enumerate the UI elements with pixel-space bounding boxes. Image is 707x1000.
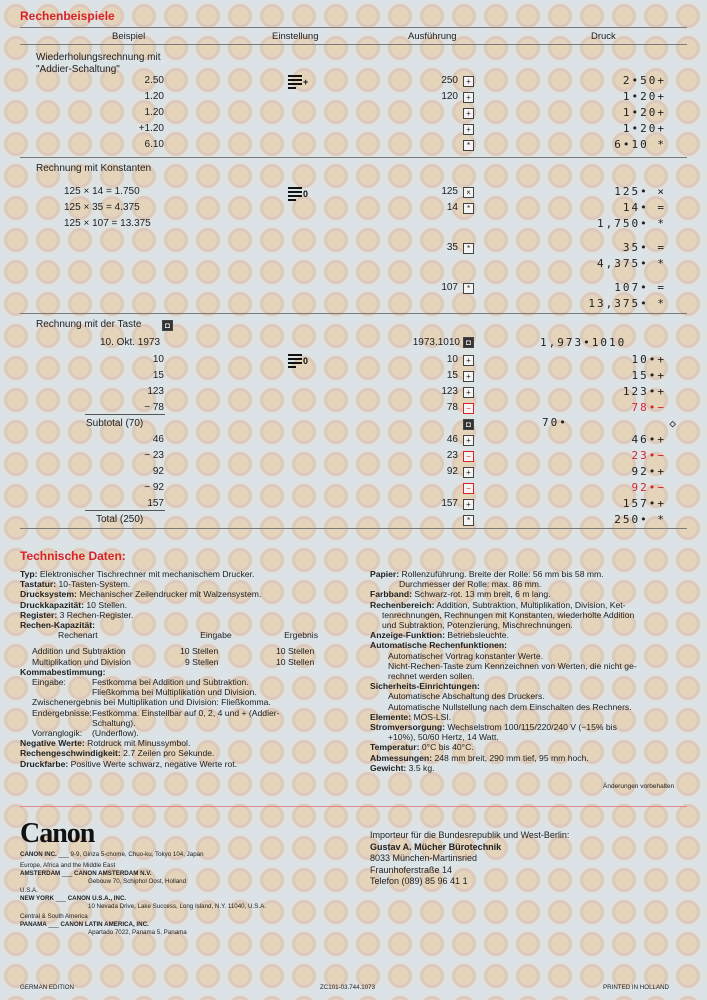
cap-head-rechenart: Rechenart	[58, 630, 98, 641]
col-header-einstellung: Einstellung	[272, 31, 319, 42]
cap-eingabe: 9 Stellen	[185, 656, 219, 667]
entry-value: 23	[446, 450, 458, 461]
example-value: 1.20	[144, 91, 164, 102]
tech-right-column	[370, 569, 688, 773]
entry-value: 78	[446, 402, 458, 413]
gew-label: Gewicht:	[370, 762, 407, 773]
print-value: 1•20+	[622, 90, 666, 103]
tech-text: 10 Stellen.	[84, 599, 127, 610]
company-label: CANON U.S.A., INC.	[67, 895, 127, 902]
sicher-text: Automatische Nullstellung nach dem Einschalten des Rechners.	[388, 701, 632, 712]
bereich-text: tenrechnungen, Rechnungen mit Konstanten, wiederholte Addition	[382, 609, 635, 620]
print-value: 10•+	[631, 353, 666, 366]
entry-value: 35	[446, 242, 458, 253]
inc-label: CANON INC.	[20, 851, 57, 858]
selector-setting: 0	[303, 356, 309, 366]
office-address: 10 Nevada Drive, Lake Success, Long Island, N.Y. 11040, U.S.A.	[88, 903, 266, 910]
tech-label: Rechengeschwindigkeit:	[20, 748, 121, 759]
selector-setting: 0	[303, 189, 309, 199]
sicher-text: Automatische Abschaltung des Druckers.	[388, 691, 545, 702]
key-icon: −	[463, 403, 474, 414]
print-value: 15•+	[631, 369, 666, 382]
entry-value: 250	[441, 75, 458, 86]
divider	[20, 44, 687, 45]
eingabe-text: Festkomma bei Addition und Subtraktion.	[92, 677, 249, 688]
key-icon: +	[463, 108, 474, 119]
example-value: 2.50	[144, 75, 164, 86]
tech-label: Druckfarbe:	[20, 758, 69, 769]
key-icon: +	[463, 467, 474, 478]
key-icon: +	[463, 76, 474, 87]
tech-label: Register:	[20, 609, 58, 620]
importer-block	[370, 830, 569, 888]
subtotal-print: 70•	[542, 416, 568, 429]
decimal-selector-icon	[288, 354, 309, 370]
region-label: Europe, Africa and the Middle East	[20, 862, 116, 869]
vorrang-text: (Underflow).	[92, 728, 139, 739]
example2-title: Rechnung mit Konstanten	[36, 163, 152, 174]
cap-eingabe: 10 Stellen	[180, 646, 219, 657]
temp-text: 0°C bis 40°C.	[419, 742, 474, 753]
auto-text: Automatischer Vortrag konstanter Werte.	[388, 650, 544, 661]
print-value: 1•20+	[622, 122, 666, 135]
region-label: U.S.A.	[20, 887, 38, 894]
endergebnis-text: Schaltung).	[92, 717, 136, 728]
entry-value: 15	[446, 370, 458, 381]
abm-label: Abmessungen:	[370, 752, 433, 763]
vorrang-label: Vorranglogik:	[32, 728, 83, 739]
tech-line	[20, 620, 350, 630]
edition-label: GERMAN EDITION	[20, 984, 74, 991]
eingabe-label: Eingabe:	[32, 677, 66, 688]
date-key-icon: ◘	[463, 337, 474, 348]
subtotal-rule	[85, 414, 165, 415]
tech-label: Druckkapazität:	[20, 599, 84, 610]
office-panama: PANAMA ___ CANON LATIN AMERICA, INC.	[20, 921, 149, 928]
print-value: 23•−	[631, 449, 666, 462]
tech-label: Drucksystem:	[20, 589, 77, 600]
section-title-rechenbeispiele: Rechenbeispiele	[20, 9, 115, 23]
gew-text: 3.5 kg.	[406, 762, 435, 773]
selector-setting: +	[303, 77, 309, 87]
canon-inc-address: CANON INC. ___ 9-9, Ginza 5-chome, Chuo-ku, Tokyo 104, Japan	[20, 851, 204, 858]
example-value: 123	[147, 386, 164, 397]
bereich-label: Rechenbereich:	[370, 599, 435, 610]
tech-text: Mechanischer Zeilendrucker mit Walzensystem.	[76, 589, 262, 600]
example-value: Total (250)	[96, 514, 144, 525]
tech-label: Rechen-Kapazität:	[20, 620, 95, 631]
print-value: 1,750• *	[597, 217, 666, 230]
example1-subtitle: "Addier-Schaltung"	[36, 64, 120, 75]
key-icon: +	[463, 387, 474, 398]
example-value: 6.10	[144, 139, 164, 150]
print-value: 250• *	[614, 513, 666, 526]
auto-text: Nicht-Rechen-Taste zum Kennzeichnen von Werten, die nicht ge-	[388, 660, 637, 671]
cap-rechenart: Multiplikation und Division	[32, 656, 131, 667]
cap-ergebnis: 10 Stellen	[276, 646, 315, 657]
capacity-row	[32, 646, 350, 656]
anzeige-text: Betriebsleuchte.	[444, 630, 509, 641]
cap-rechenart: Addition und Subtraktion	[32, 646, 126, 657]
print-value: 157•+	[622, 497, 666, 510]
city-label: AMSTERDAM	[20, 870, 61, 877]
eingabe-text: Fließkomma bei Multiplikation und Division.	[92, 687, 257, 698]
entry-value: 92	[446, 466, 458, 477]
canon-logo: Canon	[20, 818, 95, 849]
date-input: 1973.1010	[412, 337, 460, 348]
print-value: 125• ×	[614, 185, 666, 198]
tech-line	[20, 748, 350, 758]
entry-value: 120	[441, 91, 458, 102]
capacity-row	[32, 657, 350, 667]
section-title-technische-daten: Technische Daten:	[20, 549, 126, 563]
example-value: 46	[152, 434, 164, 445]
tech-line	[20, 610, 350, 620]
print-value: 4,375• *	[597, 257, 666, 270]
endergebnis-label: Endergebnisse:	[32, 707, 92, 718]
cap-head-ergebnis: Ergebnis	[284, 630, 318, 641]
key-icon: +	[463, 355, 474, 366]
entry-value: 123	[441, 386, 458, 397]
entry-value: 46	[446, 434, 458, 445]
decimal-selector-icon	[288, 187, 309, 203]
col-header-druck: Druck	[591, 31, 616, 42]
importer-line: Fraunhoferstraße 14	[370, 864, 453, 875]
company-label: CANON LATIN AMERICA, INC.	[60, 921, 149, 928]
papier-label: Papier:	[370, 569, 400, 579]
print-value: 2•50+	[622, 74, 666, 87]
example-value: − 78	[144, 402, 164, 413]
key-icon: +	[463, 499, 474, 510]
example-value: − 23	[144, 450, 164, 461]
strom-label: Stromversorgung:	[370, 722, 445, 733]
divider	[20, 313, 687, 314]
zwischen-text: Zwischenergebnis bei Multiplikation und Division: Fließkomma.	[32, 697, 271, 708]
date-key-icon: ◘	[162, 320, 173, 331]
print-value: 13,375• *	[588, 297, 666, 310]
bereich-text: und Subtraktion, Potenzierung, Mischrechnungen.	[382, 620, 573, 631]
tech-text: 3 Rechen-Register.	[57, 609, 134, 620]
endergebnis-text: Festkomma. Einstellbar auf 0, 2, 4 und + (Addier-	[92, 707, 280, 718]
office-newyork: NEW YORK ___ CANON U.S.A., INC.	[20, 895, 127, 902]
key-icon: *	[463, 515, 474, 526]
importer-phone: Telefon (089) 85 96 41 1	[370, 876, 468, 886]
example2-equation: 125 × 35 = 4.375	[64, 202, 140, 213]
tech-line	[20, 589, 350, 599]
tech-line	[20, 759, 350, 769]
key-icon: −	[463, 483, 474, 494]
print-value: 35• =	[622, 241, 666, 254]
key-icon: +	[463, 124, 474, 135]
papier-text: Rollenzuführung. Breite der Rolle: 56 mm bis 58 mm.	[399, 569, 604, 579]
temp-label: Temperatur:	[370, 742, 420, 753]
example-value: +1.20	[138, 123, 164, 134]
key-icon: *	[463, 203, 474, 214]
example-value: Subtotal (70)	[86, 418, 144, 429]
document-code: ZC101-03.744.1073	[320, 984, 376, 991]
city-label: PANAMA	[20, 921, 47, 928]
print-value: 92•−	[631, 481, 666, 494]
example2-equation: 125 × 107 = 13.375	[64, 218, 151, 229]
farbband-text: Schwarz-rot. 13 mm breit, 6 m lang.	[412, 589, 551, 600]
col-header-ausfuhrung: Ausführung	[408, 31, 457, 42]
tech-text: Elektronischer Tischrechner mit mechanischem Drucker.	[37, 569, 255, 579]
abm-text: 248 mm breit, 290 mm tief, 95 mm hoch.	[432, 752, 589, 763]
auto-text: rechnet werden sollen.	[388, 671, 475, 682]
print-value: 46•+	[631, 433, 666, 446]
tech-line	[20, 600, 350, 610]
print-value: 1•20+	[622, 106, 666, 119]
tech-text: Positive Werte schwarz, negative Werte rot.	[68, 758, 238, 769]
divider	[20, 27, 687, 28]
example3-date: 10. Okt. 1973	[100, 337, 161, 348]
tech-label: Typ:	[20, 569, 38, 579]
tech-text: 10-Tasten-System.	[56, 579, 131, 590]
office-address: Gebouw 70, Schiphol Oost, Holland	[88, 878, 187, 885]
divider	[20, 157, 687, 158]
example3-title: Rechnung mit der Taste	[36, 319, 142, 330]
key-icon: ◘	[463, 419, 474, 430]
sicher-label: Sicherheits-Einrichtungen:	[370, 681, 480, 692]
tech-label: Tastatur:	[20, 579, 57, 590]
anzeige-label: Anzeige-Funktion:	[370, 630, 445, 641]
company-label: CANON AMSTERDAM N.V.	[73, 870, 152, 877]
example-value: 1.20	[144, 107, 164, 118]
key-icon: *	[463, 243, 474, 254]
tech-label: Negative Werte:	[20, 738, 85, 749]
example2-equation: 125 × 14 = 1.750	[64, 186, 140, 197]
divider	[20, 528, 687, 529]
importer-name: Gustav A. Mücher Bürotechnik	[370, 841, 502, 852]
example1-title: Wiederholungsrechnung mit	[36, 52, 161, 63]
example-value: 157	[147, 498, 164, 509]
example-value: 92	[152, 466, 164, 477]
entry-value: 125	[441, 186, 458, 197]
example-value: − 92	[144, 482, 164, 493]
importer-line: Importeur für die Bundesrepublik und West-Berlin:	[370, 830, 570, 840]
key-icon: +	[463, 92, 474, 103]
printed-label: PRINTED IN HOLLAND	[603, 984, 670, 991]
farbband-label: Farbband:	[370, 589, 413, 600]
key-icon: *	[463, 283, 474, 294]
print-value: 92•+	[631, 465, 666, 478]
elemente-label: Elemente:	[370, 711, 412, 722]
date-print: 1,973•1010	[540, 336, 627, 349]
example-value: 15	[152, 370, 164, 381]
region-label: Central & South America	[20, 913, 88, 920]
entry-value: 14	[446, 202, 458, 213]
col-header-beispiel: Beispiel	[112, 31, 146, 42]
key-icon: +	[463, 435, 474, 446]
entry-value: 10	[446, 354, 458, 365]
office-address: Apartado 7022, Panama 5, Panama	[88, 929, 187, 936]
inc-addr: 9-9, Ginza 5-chome, Chuo-ku, Tokyo 104, Japan	[70, 851, 204, 858]
tech-text: 2.7 Zeilen pro Sekunde.	[120, 748, 215, 759]
print-value: 78•−	[631, 401, 666, 414]
divider	[20, 806, 687, 807]
city-label: NEW YORK	[20, 895, 54, 902]
key-icon: −	[463, 451, 474, 462]
tech-line	[20, 579, 350, 589]
print-value: 14• =	[622, 201, 666, 214]
total-rule	[85, 510, 165, 511]
tech-left-column	[20, 569, 350, 769]
tech-text: Rotdruck mit Minussymbol.	[84, 738, 191, 749]
office-amsterdam: AMSTERDAM ___ CANON AMSTERDAM N.V.	[20, 870, 152, 877]
key-icon: ×	[463, 187, 474, 198]
cap-head-eingabe: Eingabe	[200, 630, 232, 641]
bereich-text: Addition, Subtraktion, Multiplikation, Division, Ket-	[434, 599, 626, 610]
strom-text: Wechselstrom 100/115/220/240 V (−15% bis	[444, 722, 617, 733]
strom-text: +10%), 50/60 Hertz, 14 Watt.	[388, 732, 499, 743]
entry-value: 157	[441, 498, 458, 509]
importer-line: 8033 München-Martinsried	[370, 853, 478, 863]
cap-ergebnis: 10 Stellen	[276, 656, 315, 667]
papier-text: Durchmesser der Rolle: max. 86 mm.	[399, 579, 542, 590]
decimal-selector-icon	[288, 75, 309, 91]
tech-line	[20, 569, 350, 579]
komma-label: Kommabestimmung:	[20, 666, 106, 677]
key-icon: +	[463, 371, 474, 382]
capacity-header	[58, 630, 318, 640]
auto-label: Automatische Rechenfunktionen:	[370, 640, 508, 651]
example-value: 10	[152, 354, 164, 365]
print-value: 107• =	[614, 281, 666, 294]
print-value: ◇	[669, 417, 678, 430]
tech-line	[20, 738, 350, 748]
print-value: 123•+	[622, 385, 666, 398]
print-value: 6•10 *	[614, 138, 666, 151]
elemente-text: MOS-LSI.	[411, 711, 452, 722]
key-icon: *	[463, 140, 474, 151]
changes-note: Änderungen vorbehalten	[603, 783, 675, 790]
entry-value: 107	[441, 282, 458, 293]
